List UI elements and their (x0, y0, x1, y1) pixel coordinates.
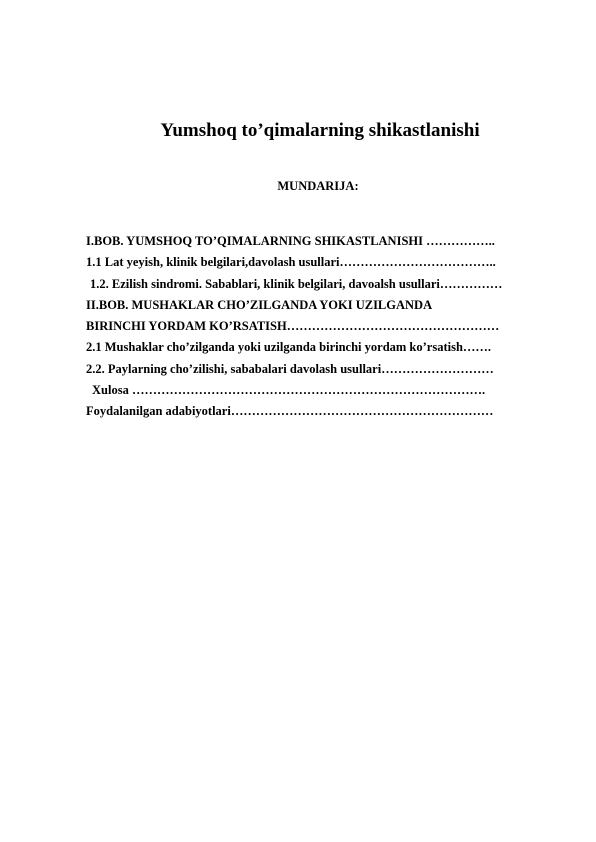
toc-section-2-1: 2.1 Mushaklar cho’zilganda yoki uzilganda birinchi yordam ko’rsatish……. (86, 340, 492, 355)
toc-section-2-2: 2.2. Paylarning cho’zilishi, sababalari davolash usullari……………………… (86, 361, 494, 376)
document-title: Yumshoq to’qimalarning shikastlanishi (160, 120, 480, 141)
table-of-contents (86, 231, 566, 423)
toc-chapter-2-line-2: BIRINCHI YORDAM KO’RSATISH…………………………………………… (86, 319, 500, 334)
toc-conclusion: Xulosa …………………………………………………………………………. (92, 383, 486, 398)
toc-section-1-1: 1.1 Lat yeyish, klinik belgilari,davolash usullari……………………………….. (86, 255, 496, 270)
toc-section-1-2: 1.2. Ezilish sindromi. Sabablari, klinik belgilari, davoalsh usullari…………… (90, 276, 503, 291)
toc-chapter-2-line-1: II.BOB. MUSHAKLAR CHO’ZILGANDA YOKI UZILGANDA (86, 297, 433, 312)
contents-heading: MUNDARIJA: (277, 179, 359, 193)
toc-chapter-1: I.BOB. YUMSHOQ TO’QIMALARNING SHIKASTLANISHI …………….. (86, 234, 495, 248)
toc-references: Foydalanilgan adabiyotlari……………………………………………………… (86, 404, 494, 419)
